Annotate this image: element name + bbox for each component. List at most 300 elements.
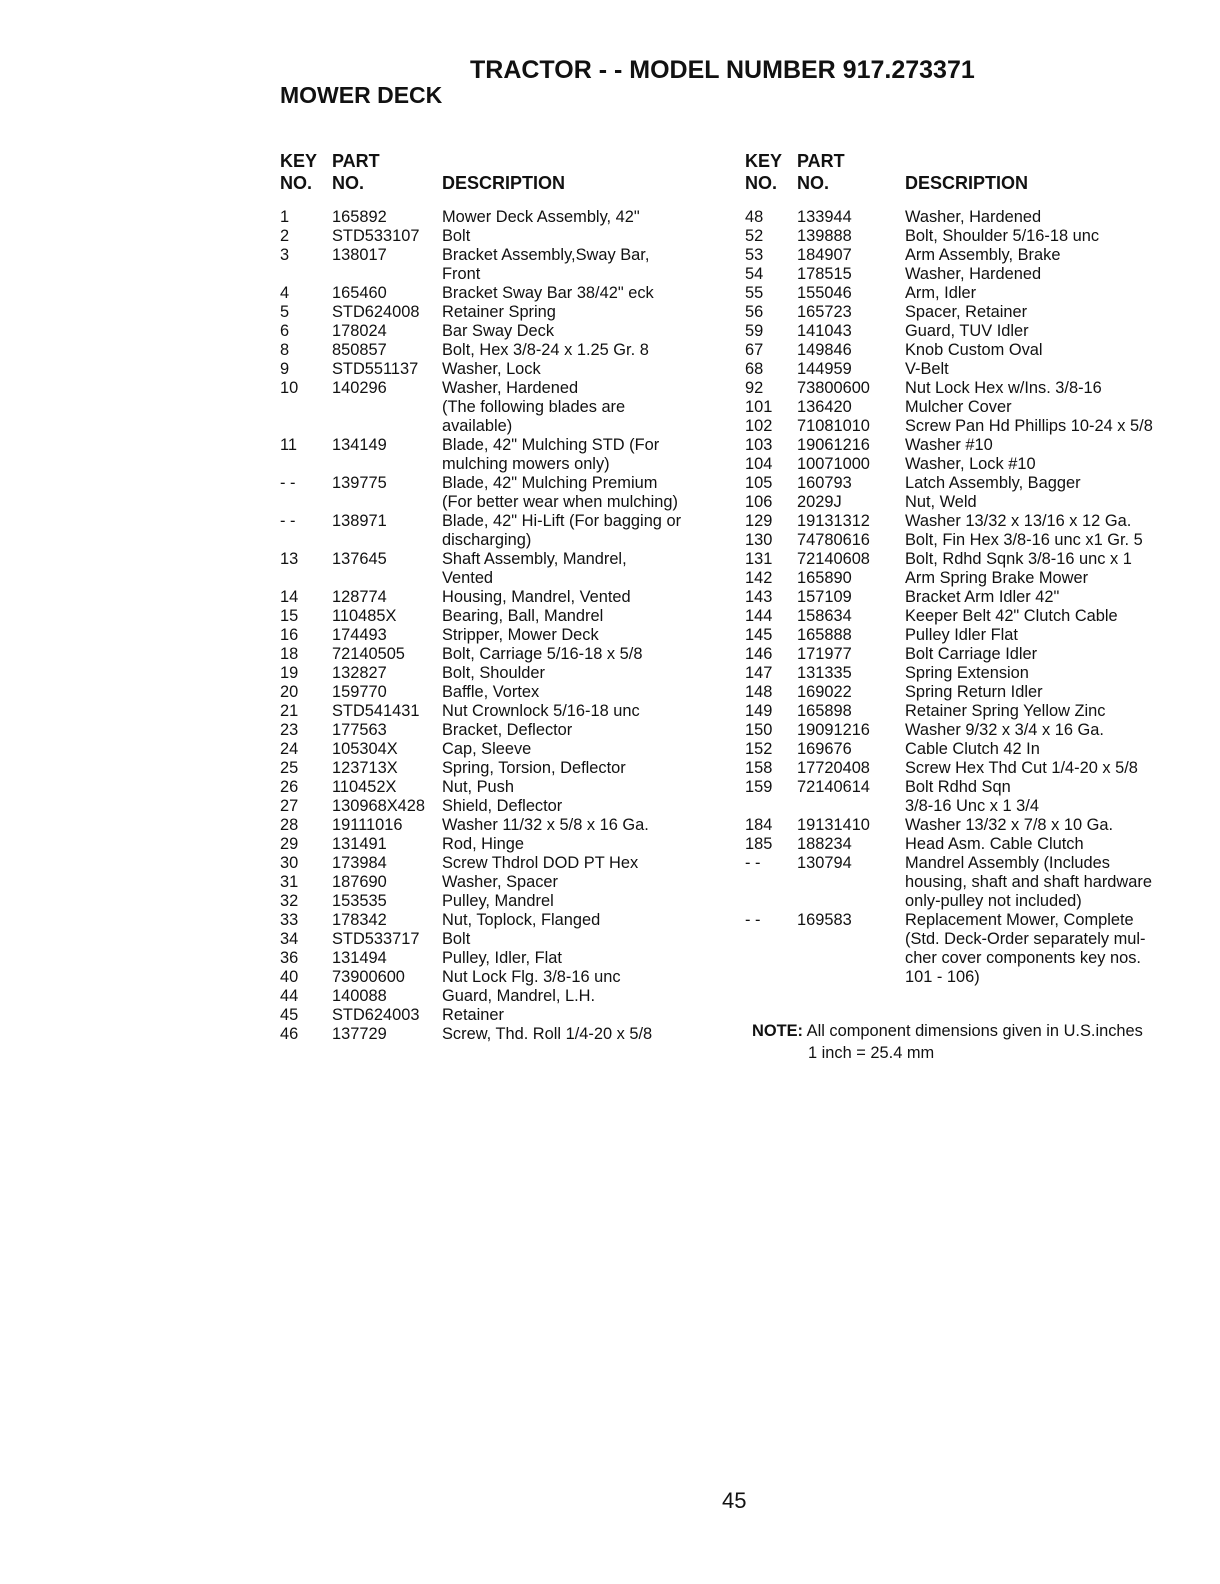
- part-no: 149846: [797, 341, 852, 359]
- table-row: [745, 740, 1190, 759]
- part-no: 110452X: [332, 778, 397, 796]
- description: Bracket Assembly,Sway Bar, Front: [442, 246, 650, 283]
- part-no: 165890: [797, 569, 852, 587]
- table-row: [280, 721, 720, 740]
- description: Bolt: [442, 227, 471, 245]
- key-no: 9: [280, 360, 290, 378]
- description: Mandrel Assembly (Includes housing, shaft and shaft hardware only-pulley not included): [905, 854, 1152, 910]
- description: Nut, Toplock, Flanged: [442, 911, 601, 929]
- description: Screw Thdrol DOD PT Hex: [442, 854, 639, 872]
- table-row: [745, 721, 1190, 740]
- part-no: 74780616: [797, 531, 870, 549]
- description: Washer, Lock: [442, 360, 541, 378]
- description: Bolt, Shoulder: [442, 664, 545, 682]
- description: Bar Sway Deck: [442, 322, 555, 340]
- table-row: [280, 759, 720, 778]
- section-title: MOWER DECK: [280, 82, 443, 108]
- description: Screw, Thd. Roll 1/4-20 x 5/8: [442, 1025, 653, 1043]
- table-row: [745, 816, 1190, 835]
- table-row: [745, 208, 1190, 227]
- description: Washer, Lock #10: [905, 455, 1036, 473]
- part-no: STD624003: [332, 1006, 420, 1024]
- key-no: 21: [280, 702, 299, 720]
- table-row: [280, 873, 720, 892]
- key-no: 25: [280, 759, 299, 777]
- table-row: [280, 797, 720, 816]
- key-no: 150: [745, 721, 773, 739]
- description: Bolt Carriage Idler: [905, 645, 1038, 663]
- part-no: 187690: [332, 873, 387, 891]
- key-no: 146: [745, 645, 773, 663]
- part-no: 850857: [332, 341, 387, 359]
- table-row: [280, 588, 720, 607]
- key-no: 4: [280, 284, 290, 302]
- table-row: [745, 911, 1190, 987]
- description: Pulley, Mandrel: [442, 892, 554, 910]
- part-no: 165888: [797, 626, 852, 644]
- key-no: 16: [280, 626, 299, 644]
- part-no: 19131410: [797, 816, 870, 834]
- description: Arm Assembly, Brake: [905, 246, 1061, 264]
- parts-table-left: [280, 150, 720, 1044]
- key-no: 13: [280, 550, 299, 568]
- table-row: [280, 474, 720, 512]
- key-no: 14: [280, 588, 299, 606]
- key-no: 27: [280, 797, 299, 815]
- key-no: 144: [745, 607, 773, 625]
- part-no: 158634: [797, 607, 852, 625]
- table-row: [745, 398, 1190, 417]
- table-row: [745, 835, 1190, 854]
- table-row: [745, 759, 1190, 778]
- key-no: 23: [280, 721, 299, 739]
- part-no: 178024: [332, 322, 387, 340]
- part-no: 128774: [332, 588, 387, 606]
- part-no: STD533107: [332, 227, 420, 245]
- key-no: 56: [745, 303, 764, 321]
- key-no: 54: [745, 265, 764, 283]
- description: Spacer, Retainer: [905, 303, 1028, 321]
- key-no: 11: [280, 436, 298, 454]
- description: Housing, Mandrel, Vented: [442, 588, 631, 606]
- key-no: 152: [745, 740, 773, 758]
- part-no: 138971: [332, 512, 387, 530]
- key-no: - -: [745, 854, 761, 872]
- key-no: - -: [280, 512, 296, 530]
- description: Bearing, Ball, Mandrel: [442, 607, 604, 625]
- description: Nut, Push: [442, 778, 514, 796]
- key-no: 48: [745, 208, 764, 226]
- part-no: 19061216: [797, 436, 870, 454]
- key-no: 2: [280, 227, 290, 245]
- part-no: 171977: [797, 645, 852, 663]
- part-no: 130968X428: [332, 797, 425, 815]
- header-part-no: PART NO.: [797, 151, 845, 193]
- table-row: [280, 512, 720, 550]
- description: Spring Extension: [905, 664, 1029, 682]
- description: Head Asm. Cable Clutch: [905, 835, 1084, 853]
- table-row: [280, 436, 720, 474]
- key-no: 45: [280, 1006, 299, 1024]
- part-no: 105304X: [332, 740, 398, 758]
- key-no: 28: [280, 816, 299, 834]
- key-no: 92: [745, 379, 764, 397]
- key-no: 24: [280, 740, 299, 758]
- description: Rod, Hinge: [442, 835, 525, 853]
- key-no: 143: [745, 588, 773, 606]
- description: Spring Return Idler: [905, 683, 1043, 701]
- description: Screw Pan Hd Phillips 10-24 x 5/8: [905, 417, 1153, 435]
- table-row: [745, 246, 1190, 265]
- part-no: 139888: [797, 227, 852, 245]
- description: Washer, Hardened: [905, 265, 1042, 283]
- part-no: 19131312: [797, 512, 870, 530]
- key-no: 158: [745, 759, 773, 777]
- table-row: [745, 550, 1190, 569]
- part-no: 137645: [332, 550, 387, 568]
- key-no: 30: [280, 854, 299, 872]
- key-no: 67: [745, 341, 764, 359]
- part-no: 137729: [332, 1025, 387, 1043]
- part-no: 19111016: [332, 816, 403, 834]
- table-row: [745, 227, 1190, 246]
- table-row: [280, 303, 720, 322]
- table-row: [280, 379, 720, 436]
- table-row: [745, 322, 1190, 341]
- table-row: [745, 512, 1190, 531]
- description: Arm, Idler: [905, 284, 977, 302]
- part-no: 2029J: [797, 493, 842, 511]
- description: Retainer Spring: [442, 303, 556, 321]
- table-row: [280, 227, 720, 246]
- parts-table-right: [745, 150, 1190, 987]
- description: Nut Lock Hex w/Ins. 3/8-16: [905, 379, 1102, 397]
- key-no: 103: [745, 436, 773, 454]
- part-no: 131491: [332, 835, 387, 853]
- key-no: 159: [745, 778, 773, 796]
- part-no: 71081010: [797, 417, 870, 435]
- table-row: [745, 493, 1190, 512]
- description: Washer 13/32 x 7/8 x 10 Ga.: [905, 816, 1114, 834]
- key-no: 105: [745, 474, 773, 492]
- part-no: 159770: [332, 683, 387, 701]
- description: Latch Assembly, Bagger: [905, 474, 1081, 492]
- part-no: 130794: [797, 854, 852, 872]
- part-no: 160793: [797, 474, 852, 492]
- part-no: STD624008: [332, 303, 420, 321]
- table-row: [745, 265, 1190, 284]
- description: Bracket Sway Bar 38/42" eck: [442, 284, 654, 302]
- part-no: 136420: [797, 398, 852, 416]
- key-no: 26: [280, 778, 299, 796]
- description: Mulcher Cover: [905, 398, 1012, 416]
- part-no: 138017: [332, 246, 387, 264]
- table-header: [280, 150, 720, 194]
- dimension-note: [752, 1020, 1143, 1064]
- key-no: 33: [280, 911, 299, 929]
- part-no: 184907: [797, 246, 852, 264]
- key-no: 131: [745, 550, 773, 568]
- description: Bolt Rdhd Sqn 3/8-16 Unc x 1 3/4: [905, 778, 1039, 815]
- key-no: 5: [280, 303, 290, 321]
- key-no: 145: [745, 626, 773, 644]
- part-no: 72140608: [797, 550, 870, 568]
- description: Washer, Hardened (The following blades are available): [442, 379, 626, 435]
- description: Bolt: [442, 930, 471, 948]
- header-description: DESCRIPTION: [442, 173, 566, 193]
- part-no: 110485X: [332, 607, 397, 625]
- table-row: [280, 607, 720, 626]
- description: Spring, Torsion, Deflector: [442, 759, 626, 777]
- table-row: [280, 626, 720, 645]
- part-no: 178515: [797, 265, 852, 283]
- table-row: [745, 303, 1190, 322]
- table-row: [280, 702, 720, 721]
- description: Nut Lock Flg. 3/8-16 unc: [442, 968, 621, 986]
- table-row: [280, 322, 720, 341]
- header-part-no: PART NO.: [332, 151, 380, 193]
- table-row: [280, 911, 720, 930]
- description: Baffle, Vortex: [442, 683, 540, 701]
- key-no: 31: [280, 873, 299, 891]
- part-no: 133944: [797, 208, 852, 226]
- key-no: 8: [280, 341, 290, 359]
- part-no: 155046: [797, 284, 852, 302]
- key-no: - -: [745, 911, 761, 929]
- table-row: [280, 816, 720, 835]
- key-no: 129: [745, 512, 773, 530]
- description: Mower Deck Assembly, 42": [442, 208, 640, 226]
- table-row: [280, 341, 720, 360]
- part-no: 140088: [332, 987, 387, 1005]
- description: Shield, Deflector: [442, 797, 563, 815]
- description: Blade, 42" Mulching Premium (For better wear when mulching): [442, 474, 678, 511]
- table-row: [745, 664, 1190, 683]
- key-no: 55: [745, 284, 764, 302]
- table-row: [280, 854, 720, 873]
- part-no: 72140505: [332, 645, 405, 663]
- part-no: 165898: [797, 702, 852, 720]
- description: Bracket Arm Idler 42": [905, 588, 1060, 606]
- description: Washer 9/32 x 3/4 x 16 Ga.: [905, 721, 1104, 739]
- description: Retainer Spring Yellow Zinc: [905, 702, 1106, 720]
- part-no: 123713X: [332, 759, 398, 777]
- table-row: [745, 379, 1190, 398]
- table-row: [745, 341, 1190, 360]
- table-row: [280, 949, 720, 968]
- description: Blade, 42" Hi-Lift (For bagging or discharging): [442, 512, 682, 549]
- part-no: 153535: [332, 892, 387, 910]
- key-no: 15: [280, 607, 299, 625]
- key-no: 59: [745, 322, 764, 340]
- table-row: [745, 360, 1190, 379]
- description: Bolt, Rdhd Sqnk 3/8-16 unc x 1: [905, 550, 1132, 568]
- table-row: [280, 778, 720, 797]
- description: Bolt, Shoulder 5/16-18 unc: [905, 227, 1100, 245]
- key-no: 148: [745, 683, 773, 701]
- key-no: 36: [280, 949, 299, 967]
- note-text: All component dimensions given in U.S.inches: [803, 1022, 1143, 1040]
- part-no: 165892: [332, 208, 387, 226]
- description: Stripper, Mower Deck: [442, 626, 599, 644]
- description: Washer, Hardened: [905, 208, 1042, 226]
- key-no: 44: [280, 987, 299, 1005]
- part-no: 165460: [332, 284, 387, 302]
- part-no: 165723: [797, 303, 852, 321]
- part-no: 177563: [332, 721, 387, 739]
- key-no: 6: [280, 322, 290, 340]
- description: Washer #10: [905, 436, 993, 454]
- key-no: 102: [745, 417, 773, 435]
- description: Guard, Mandrel, L.H.: [442, 987, 596, 1005]
- table-row: [280, 930, 720, 949]
- table-row: [745, 474, 1190, 493]
- table-row: [745, 436, 1190, 455]
- key-no: 149: [745, 702, 773, 720]
- table-row: [280, 1006, 720, 1025]
- key-no: 68: [745, 360, 764, 378]
- description: V-Belt: [905, 360, 949, 378]
- description: Blade, 42" Mulching STD (For mulching mowers only): [442, 436, 660, 473]
- note-conversion: 1 inch = 25.4 mm: [808, 1044, 935, 1062]
- part-no: 169676: [797, 740, 852, 758]
- description: Cap, Sleeve: [442, 740, 532, 758]
- table-row: [280, 664, 720, 683]
- key-no: 104: [745, 455, 773, 473]
- description: Washer, Spacer: [442, 873, 558, 891]
- key-no: 130: [745, 531, 773, 549]
- description: Shaft Assembly, Mandrel, Vented: [442, 550, 627, 587]
- description: Replacement Mower, Complete (Std. Deck-Order separately mul- cher cover components key nos. 101 - 106): [905, 911, 1146, 986]
- page-title: TRACTOR - - MODEL NUMBER 917.273371: [470, 56, 975, 84]
- part-no: 141043: [797, 322, 852, 340]
- part-no: 131494: [332, 949, 387, 967]
- key-no: 34: [280, 930, 299, 948]
- key-no: 142: [745, 569, 773, 587]
- key-no: 46: [280, 1025, 299, 1043]
- key-no: 3: [280, 246, 290, 264]
- table-row: [745, 569, 1190, 588]
- part-no: 174493: [332, 626, 387, 644]
- key-no: 29: [280, 835, 299, 853]
- description: Nut, Weld: [905, 493, 977, 511]
- description: Bracket, Deflector: [442, 721, 573, 739]
- table-row: [745, 607, 1190, 626]
- part-no: 131335: [797, 664, 852, 682]
- description: Nut Crownlock 5/16-18 unc: [442, 702, 640, 720]
- part-no: 132827: [332, 664, 387, 682]
- table-row: [745, 683, 1190, 702]
- description: Keeper Belt 42" Clutch Cable: [905, 607, 1118, 625]
- description: Pulley Idler Flat: [905, 626, 1018, 644]
- description: Bolt, Hex 3/8-24 x 1.25 Gr. 8: [442, 341, 649, 359]
- key-no: 147: [745, 664, 773, 682]
- table-row: [280, 987, 720, 1006]
- part-no: 140296: [332, 379, 387, 397]
- table-row: [280, 835, 720, 854]
- part-no: 144959: [797, 360, 852, 378]
- table-row: [745, 531, 1190, 550]
- parts-list-left: [280, 208, 720, 1044]
- key-no: 101: [745, 398, 773, 416]
- part-no: STD533717: [332, 930, 420, 948]
- part-no: 19091216: [797, 721, 870, 739]
- table-row: [745, 417, 1190, 436]
- part-no: 157109: [797, 588, 852, 606]
- key-no: 18: [280, 645, 299, 663]
- table-row: [745, 854, 1190, 911]
- key-no: 184: [745, 816, 773, 834]
- table-row: [745, 455, 1190, 474]
- page-number: 45: [722, 1488, 747, 1513]
- header-key-no: KEY NO.: [280, 151, 318, 193]
- part-no: 17720408: [797, 759, 870, 777]
- table-row: [280, 208, 720, 227]
- part-no: 188234: [797, 835, 852, 853]
- key-no: 10: [280, 379, 299, 397]
- parts-list-right: [745, 208, 1190, 987]
- table-row: [280, 360, 720, 379]
- note-label: NOTE:: [752, 1022, 803, 1040]
- table-row: [745, 284, 1190, 303]
- description: Knob Custom Oval: [905, 341, 1043, 359]
- part-no: 139775: [332, 474, 387, 492]
- part-no: 73800600: [797, 379, 870, 397]
- description: Screw Hex Thd Cut 1/4-20 x 5/8: [905, 759, 1138, 777]
- part-no: 178342: [332, 911, 387, 929]
- description: Guard, TUV Idler: [905, 322, 1029, 340]
- part-no: 73900600: [332, 968, 405, 986]
- table-row: [280, 740, 720, 759]
- table-row: [280, 968, 720, 987]
- table-row: [280, 1025, 720, 1044]
- part-no: 169022: [797, 683, 852, 701]
- description: Pulley, Idler, Flat: [442, 949, 562, 967]
- key-no: 32: [280, 892, 299, 910]
- key-no: 53: [745, 246, 764, 264]
- table-row: [745, 778, 1190, 816]
- table-header: [745, 150, 1190, 194]
- part-no: 169583: [797, 911, 852, 929]
- key-no: 19: [280, 664, 299, 682]
- header-description: DESCRIPTION: [905, 173, 1029, 193]
- part-no: 173984: [332, 854, 387, 872]
- description: Cable Clutch 42 In: [905, 740, 1040, 758]
- table-row: [745, 626, 1190, 645]
- part-no: 134149: [332, 436, 387, 454]
- table-row: [280, 683, 720, 702]
- description: Arm Spring Brake Mower: [905, 569, 1089, 587]
- description: Retainer: [442, 1006, 504, 1024]
- key-no: 1: [280, 208, 290, 226]
- part-no: STD551137: [332, 360, 419, 378]
- description: Washer 11/32 x 5/8 x 16 Ga.: [442, 816, 649, 834]
- table-row: [280, 246, 720, 284]
- key-no: - -: [280, 474, 296, 492]
- table-row: [280, 892, 720, 911]
- table-row: [280, 284, 720, 303]
- table-row: [745, 702, 1190, 721]
- table-row: [280, 645, 720, 664]
- key-no: 40: [280, 968, 299, 986]
- description: Bolt, Carriage 5/16-18 x 5/8: [442, 645, 643, 663]
- key-no: 185: [745, 835, 773, 853]
- table-row: [280, 550, 720, 588]
- part-no: STD541431: [332, 702, 420, 720]
- key-no: 52: [745, 227, 764, 245]
- key-no: 106: [745, 493, 773, 511]
- description: Bolt, Fin Hex 3/8-16 unc x1 Gr. 5: [905, 531, 1143, 549]
